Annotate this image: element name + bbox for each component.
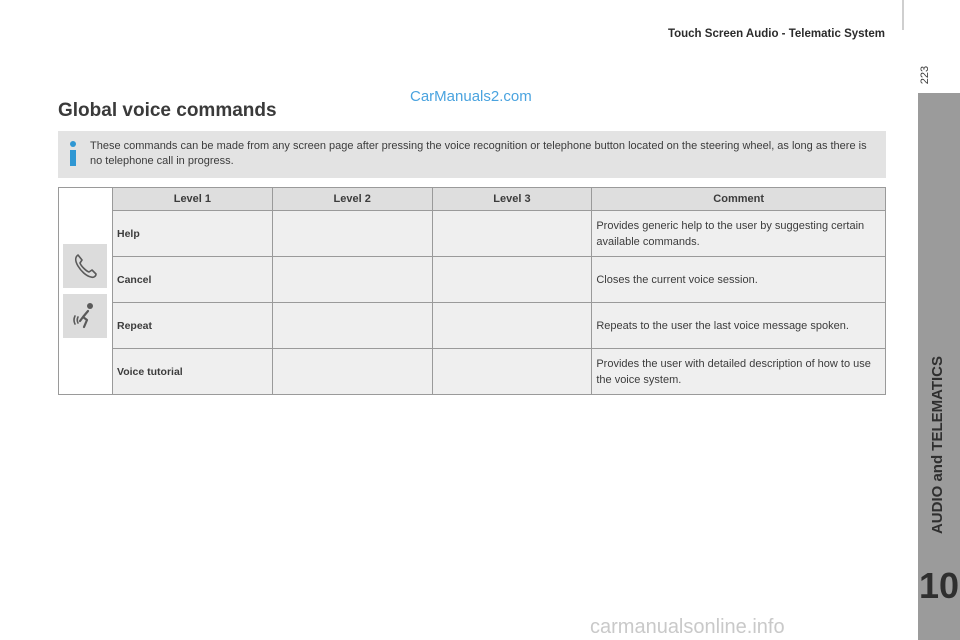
header-level-3: Level 3	[432, 188, 592, 211]
level-2-cell	[272, 211, 432, 257]
table-row	[59, 211, 886, 257]
comment-cell: Repeats to the user the last voice message spoken.	[592, 303, 886, 349]
level-3-cell	[432, 349, 592, 395]
level-2-cell	[272, 257, 432, 303]
command-voice-tutorial: Voice tutorial	[112, 349, 272, 395]
info-text: These commands can be made from any screen page after pressing the voice recognition or telephone button located on the steering wheel, as long as there is no telephone call in progress.	[90, 140, 867, 167]
table-row	[59, 349, 886, 395]
info-icon	[66, 141, 80, 167]
command-repeat: Repeat	[112, 303, 272, 349]
section-title: Global voice commands	[58, 100, 277, 121]
table-row	[59, 257, 886, 303]
command-cancel: Cancel	[112, 257, 272, 303]
table-row	[59, 303, 886, 349]
footer-watermark[interactable]: carmanualsonline.info	[590, 616, 785, 638]
voice-commands-table	[58, 187, 886, 395]
info-box	[58, 131, 886, 178]
level-2-cell	[272, 303, 432, 349]
comment-cell: Provides generic help to the user by suggesting certain available commands.	[592, 211, 886, 257]
chapter-number: 10	[918, 565, 960, 606]
level-3-cell	[432, 303, 592, 349]
header-level-1: Level 1	[112, 188, 272, 211]
command-help: Help	[112, 211, 272, 257]
icon-column	[59, 188, 113, 395]
level-2-cell	[272, 349, 432, 395]
header-level-2: Level 2	[272, 188, 432, 211]
telephone-icon	[63, 244, 107, 288]
header-title: Touch Screen Audio - Telematic System	[667, 28, 885, 40]
header-divider	[902, 0, 904, 30]
comment-cell: Closes the current voice session.	[592, 257, 886, 303]
level-3-cell	[432, 257, 592, 303]
watermark-link[interactable]: CarManuals2.com	[410, 88, 532, 105]
header-comment: Comment	[592, 188, 886, 211]
table-header-row	[59, 188, 886, 211]
chapter-title: AUDIO and TELEMATICS	[929, 355, 946, 535]
page-number: 223	[919, 65, 931, 85]
level-3-cell	[432, 211, 592, 257]
voice-recognition-icon	[63, 294, 107, 338]
comment-cell: Provides the user with detailed description of how to use the voice system.	[592, 349, 886, 395]
